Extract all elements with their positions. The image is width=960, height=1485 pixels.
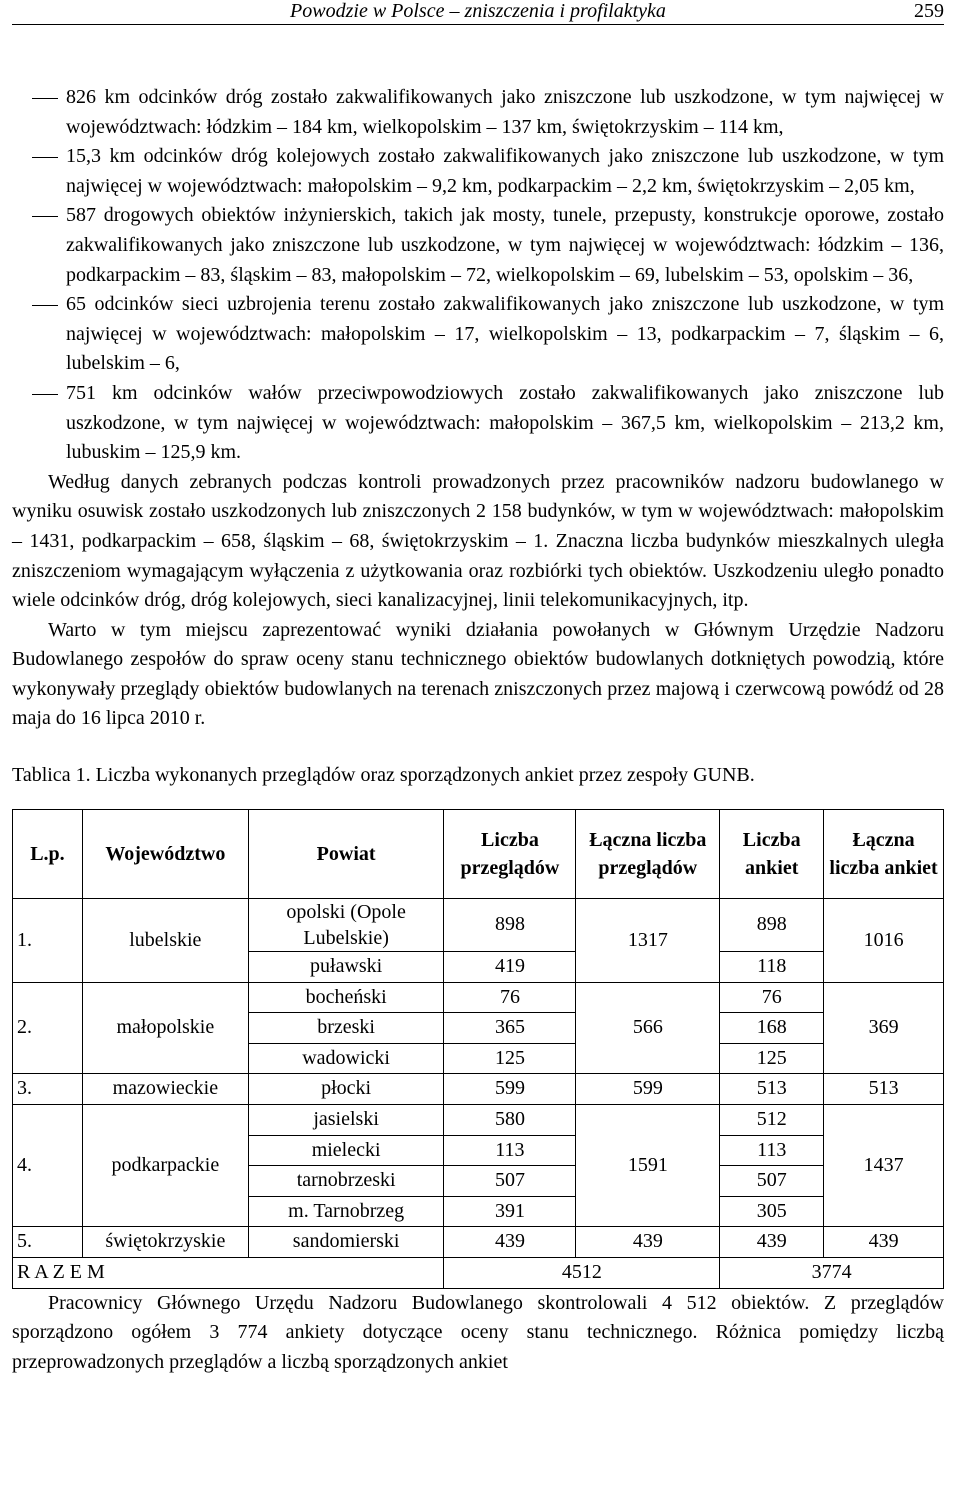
document-page [12,0,944,1377]
cell-ankiety: 76 [720,982,824,1013]
cell-lp: 3. [13,1074,83,1105]
header-title: Powodzie w Polsce – zniszczenia i profilaktyka [290,0,666,22]
cell-ankiety: 513 [720,1074,824,1105]
cell-total-przeglady: 4512 [444,1258,720,1289]
cell-przeglady: 76 [444,982,576,1013]
paragraph-landslides: Według danych zebranych podczas kontroli prowadzonych przez pracowników nadzoru budowlanego w wyniku osuwisk zostało uszkodzonych lub zniszczonych 2 158 budynków, w tym w województwach: małopolskim – 1431, podkarpackim – 658, śląskim – 68, świętokrzyskim – 1. Znaczna liczba budynków mieszkalnych uległa zniszczeniom wymagającym wyłączenia z użytkowania oraz rozbiórki tych obiektów. Uszkodzeniu uległo ponadto wiele odcinków dróg, dróg kolejowych, sieci kanalizacyjnej, linii telekomunikacyjnych, itp. [12,470,944,612]
cell-powiat: płocki [248,1074,444,1105]
cell-laczna-przeglady: 1591 [576,1105,720,1227]
cell-wojewodztwo: lubelskie [82,899,248,983]
cell-ankiety: 305 [720,1196,824,1227]
cell-przeglady: 599 [444,1074,576,1105]
cell-powiat: jasielski [248,1105,444,1136]
cell-laczna-ankiety: 1016 [824,899,944,983]
cell-total-ankiety: 3774 [720,1258,944,1289]
list-item: 65 odcinków sieci uzbrojenia terenu zostało zakwalifikowanych jako zniszczone lub uszkodzone, w tym najwięcej w województwach: małopolskim – 17, wielkopolskim – 13, podkarpackim – 7, śląskim – 6, lubelskim – 6, [12,290,944,379]
header-lp: L.p. [13,810,83,899]
cell-lp: 5. [13,1227,83,1258]
cell-ankiety: 125 [720,1043,824,1074]
cell-wojewodztwo: małopolskie [82,982,248,1074]
cell-ankiety: 512 [720,1105,824,1136]
header-liczba-ankiet: Liczba ankiet [720,810,824,899]
cell-lp: 2. [13,982,83,1074]
running-header [12,0,944,25]
cell-przeglady: 419 [444,952,576,983]
cell-laczna-ankiety: 1437 [824,1105,944,1227]
header-laczna-liczba-przegladow: Łączna liczba przeglądów [576,810,720,899]
paragraph-gunb-teams: Warto w tym miejscu zaprezentować wyniki działania powołanych w Głównym Urzędzie Nadzoru Budowlanego zespołów do spraw oceny stanu technicznego obiektów budowlanych dotkniętych powodzią, które wykonywały przeglądy obiektów budowlanych na terenach zniszczonych przez majową i czerwcową powódź od 28 maja do 16 lipca 2010 r. [12,618,944,730]
cell-powiat: mielecki [248,1135,444,1166]
header-wojewodztwo: Województwo [82,810,248,899]
table-row [13,1105,944,1136]
cell-przeglady: 898 [444,899,576,952]
cell-lp: 1. [13,899,83,983]
cell-laczna-przeglady: 439 [576,1227,720,1258]
cell-ankiety: 439 [720,1227,824,1258]
cell-wojewodztwo: świętokrzyskie [82,1227,248,1258]
cell-powiat: sandomierski [248,1227,444,1258]
cell-ankiety: 113 [720,1135,824,1166]
cell-ankiety: 507 [720,1166,824,1197]
cell-przeglady: 365 [444,1013,576,1044]
table-row [13,982,944,1013]
paragraph-summary: Pracownicy Głównego Urzędu Nadzoru Budowlanego skontrolowali 4 512 obiektów. Z przeglądów sporządzono ogółem 3 774 ankiety dotyczące oceny stanu technicznego. Różnica pomiędzy liczbą przeprowadzonych przeglądów a liczbą sporządzonych ankiet [12,1291,944,1373]
cell-laczna-ankiety: 439 [824,1227,944,1258]
table-caption: Tablica 1. Liczba wykonanych przeglądów oraz sporządzonych ankiet przez zespoły GUNB. [12,764,755,787]
list-item: 15,3 km odcinków dróg kolejowych zostało zakwalifikowanych jako zniszczone lub uszkodzone, w tym najwięcej w województwach: małopolskim – 9,2 km, podkarpackim – 2,2 km, świętokrzyskim – 2,05 km, [12,142,944,201]
cell-ankiety: 898 [720,899,824,952]
cell-powiat: puławski [248,952,444,983]
list-item: 587 drogowych obiektów inżynierskich, takich jak mosty, tunele, przepusty, konstrukcje oporowe, zostało zakwalifikowanych jako zniszczone lub uszkodzone, w tym najwięcej w województwach: łódzkim – 136, podkarpackim – 83, śląskim – 83, małopolskim – 72, wielkopolskim – 69, lubelskim – 53, opolskim – 36, [12,201,944,290]
table-total-row [13,1258,944,1289]
cell-powiat: tarnobrzeski [248,1166,444,1197]
table-row [13,899,944,952]
cell-laczna-przeglady: 566 [576,982,720,1074]
cell-wojewodztwo: podkarpackie [82,1105,248,1227]
cell-przeglady: 580 [444,1105,576,1136]
cell-wojewodztwo: mazowieckie [82,1074,248,1105]
list-item: 826 km odcinków dróg zostało zakwalifikowanych jako zniszczone lub uszkodzone, w tym najwięcej w województwach: łódzkim – 184 km, wielkopolskim – 137 km, świętokrzyskim – 114 km, [12,83,944,142]
cell-laczna-ankiety: 369 [824,982,944,1074]
cell-przeglady: 113 [444,1135,576,1166]
table-header-row [13,810,944,899]
list-item: 751 km odcinków wałów przeciwpowodziowych zostało zakwalifikowanych jako zniszczone lub uszkodzone, w tym najwięcej w województwach: małopolskim – 367,5 km, wielkopolskim – 213,2 km, lubuskim – 125,9 km. [12,379,944,468]
cell-lp: 4. [13,1105,83,1227]
cell-ankiety: 118 [720,952,824,983]
table-row [13,1074,944,1105]
damage-list [12,83,944,468]
cell-przeglady: 391 [444,1196,576,1227]
cell-laczna-ankiety: 513 [824,1074,944,1105]
header-liczba-przegladow: Liczba przeglądów [444,810,576,899]
header-laczna-liczba-ankiet: Łączna liczba ankiet [824,810,944,899]
cell-total-label: R A Z E M [13,1258,444,1289]
cell-powiat: brzeski [248,1013,444,1044]
cell-laczna-przeglady: 599 [576,1074,720,1105]
cell-powiat: wadowicki [248,1043,444,1074]
page-number: 259 [914,0,944,22]
cell-powiat: bocheński [248,982,444,1013]
inspection-table [12,809,944,1289]
cell-przeglady: 125 [444,1043,576,1074]
cell-powiat: opolski (Opole Lubelskie) [248,899,444,952]
table-row [13,1227,944,1258]
cell-powiat: m. Tarnobrzeg [248,1196,444,1227]
cell-przeglady: 439 [444,1227,576,1258]
cell-laczna-przeglady: 1317 [576,899,720,983]
header-powiat: Powiat [248,810,444,899]
cell-przeglady: 507 [444,1166,576,1197]
cell-ankiety: 168 [720,1013,824,1044]
